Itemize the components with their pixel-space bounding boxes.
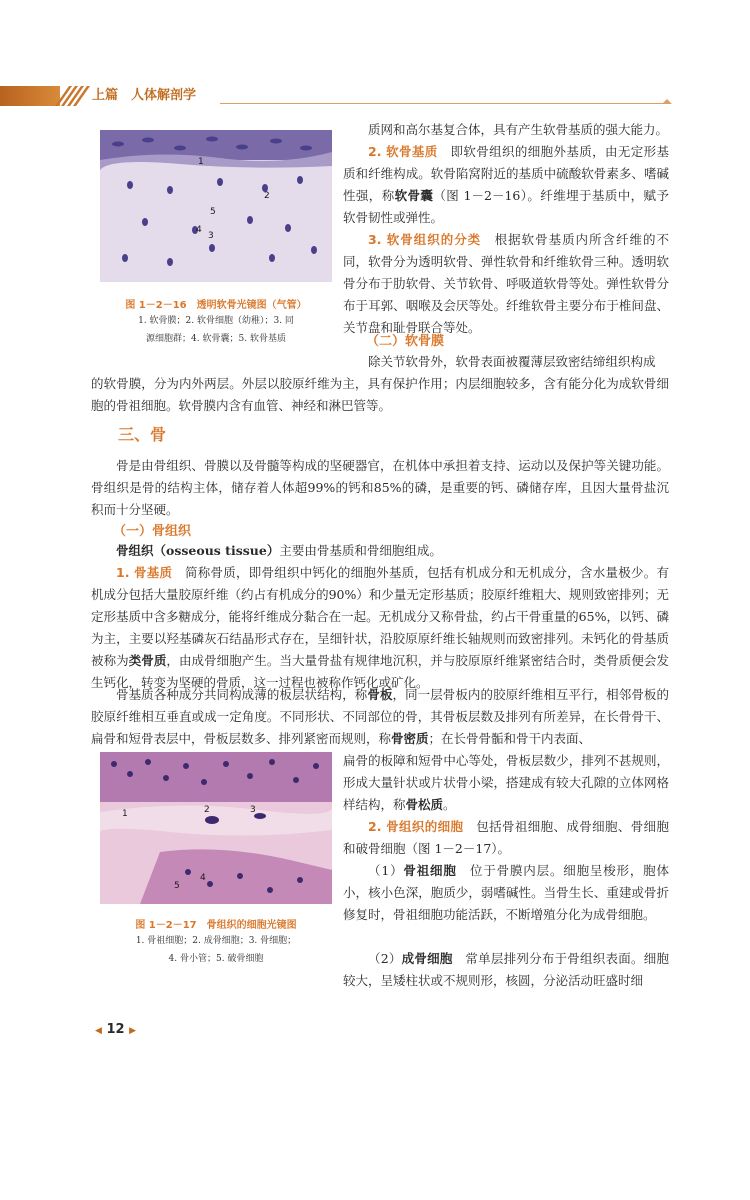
paragraph-spongy-bone xyxy=(343,750,669,816)
paragraph-er-golgi: 质网和高尔基复合体，具有产生软骨基质的强大能力。 xyxy=(368,122,669,137)
paragraph-bone-matrix xyxy=(91,562,669,694)
paragraph-bone-cells xyxy=(343,816,669,860)
paragraph-bone-intro: 骨是由骨组织、骨膜以及骨髓等构成的坚硬器官，在机体中承担着支持、运动以及保护等关键功能。骨组织是骨的结构主体，储存着人体超99%的钙和85%的磷，是重要的钙、磷储存库，且因大量骨盐沉积而十分坚硬。 xyxy=(91,458,669,517)
item-number-2: （2） xyxy=(368,951,402,966)
fig2-label-4: 4 xyxy=(200,873,206,883)
fig1-label-1: 1 xyxy=(198,157,204,167)
lamellae-text-e: 。 xyxy=(443,797,456,812)
osteoblast-text: 常单层排列分布于骨组织表面。细胞较大，呈矮柱状或不规则形，核圆，分泌活动旺盛时细 xyxy=(343,951,669,988)
term-cartilage-capsule: 软骨囊 xyxy=(394,188,434,203)
figure-bone-cells xyxy=(100,752,332,904)
osteoprogenitor-text: 位于骨膜内层。细胞呈梭形，胞体小，核小色深，胞质少，弱嗜碱性。当骨生长、重建或骨折修复时，骨祖细胞功能活跃，不断增殖分化为成骨细胞。 xyxy=(343,863,669,922)
term-compact-bone: 骨密质 xyxy=(391,731,429,746)
fig2-label-5: 5 xyxy=(174,881,180,891)
item-number-1: （1） xyxy=(368,863,404,878)
cartilage-micrograph xyxy=(100,130,332,282)
heading-osseous-tissue: （一）骨组织 xyxy=(113,524,192,539)
page-right-triangle-icon: ▶ xyxy=(129,1026,136,1036)
fig2-label-2: 2 xyxy=(204,805,210,815)
fig2-label-3: 3 xyxy=(250,805,256,815)
figure2-note-line2: 4. 骨小管；5. 破骨细胞 xyxy=(168,954,264,964)
matrix-text-b: （图 1－2－16）。纤维埋于基质中，赋予软骨韧性或弹性。 xyxy=(343,188,669,225)
header-color-bar xyxy=(0,86,60,106)
fig1-label-5: 5 xyxy=(210,207,216,217)
figure1-caption: 图 1－2－16 透明软骨光镜图（气管） xyxy=(125,300,307,311)
header-ornament xyxy=(662,99,672,104)
heading-bone: 三、骨 xyxy=(118,425,167,444)
term-osseous-tissue: 骨组织（osseous tissue） xyxy=(116,543,280,558)
header-stripes xyxy=(62,86,88,106)
lamellae-text-a: 骨基质各种成分共同构成薄的板层状结构，称 xyxy=(116,687,368,702)
header-chapter: 人体解剖学 xyxy=(131,88,197,103)
lamellae-text-d: 扁骨的板障和短骨中心等处，骨板层数少，排列不甚规则，形成大量针状或片状骨小梁，搭建成有较大孔隙的立体网格样结构，称 xyxy=(343,753,669,812)
heading-cartilage-classification: 3. 软骨组织的分类 xyxy=(368,232,482,247)
header-title xyxy=(92,86,196,106)
page-left-triangle-icon: ◀ xyxy=(95,1026,102,1036)
term-osteoblast: 成骨细胞 xyxy=(401,951,453,966)
figure2-caption: 图 1－2－17 骨组织的细胞光镜图 xyxy=(135,920,297,931)
running-header xyxy=(0,86,750,106)
bone-matrix-text-a: 简称骨质，即骨组织中钙化的细胞外基质，包括有机成分和无机成分，含水量极少。有机成分包括大量胶原纤维（约占有机成分的90%）和少量无定形基质；胶原纤维粗大、规则致密排列；无定形基质中含多糖成分，能将纤维成分黏合在一起。无机成分又称骨盐，约占干骨重量的65%，以钙、磷为主，主要以羟基磷灰石结晶形式存在，呈细针状，沿胶原原纤维长轴规则而致密排列。未钙化的骨基质被称为 xyxy=(91,565,669,668)
lamellae-text-b: ，同一层骨板内的胶原纤维相互平行，相邻骨板的胶原纤维相互垂直或成一定角度。不同形状、不同部位的骨，其骨板层数及排列有所差异，在长骨骨干、扁骨和短骨表层中，骨板层数多、排列紧密而规则，称 xyxy=(91,687,669,746)
lamellae-text-c: ；在长骨骨骺和骨干内表面、 xyxy=(428,731,592,746)
paragraph-osteoprogenitor xyxy=(343,860,669,926)
term-bone-lamella: 骨板 xyxy=(367,687,393,702)
figure2-note-line1: 1. 骨祖细胞；2. 成骨细胞；3. 骨细胞； xyxy=(135,936,297,946)
fig1-label-2: 2 xyxy=(264,191,270,201)
bone-matrix-text-b: ，由成骨细胞产生。当大量骨盐有规律地沉积，并与胶原原纤维紧密结合时，类骨质便会发生钙化，转变为坚硬的骨质，这一过程也被称作钙化或矿化。 xyxy=(91,653,669,690)
page-number xyxy=(95,1022,136,1037)
term-spongy-bone: 骨松质 xyxy=(405,797,444,812)
heading-perichondrium: （二）软骨膜 xyxy=(366,334,445,349)
figure1-note-line1: 1. 软骨膜；2. 软骨细胞（幼稚）；3. 同 xyxy=(138,316,294,326)
fig2-label-1: 1 xyxy=(122,809,128,819)
term-osteoprogenitor: 骨祖细胞 xyxy=(403,863,457,878)
fig1-label-4: 4 xyxy=(196,225,202,235)
bone-cells-text: 包括骨祖细胞、成骨细胞、骨细胞和破骨细胞（图 1－2－17）。 xyxy=(343,819,669,856)
paragraph-osseous-tissue xyxy=(91,540,669,562)
classification-text: 根据软骨基质内所含纤维的不同，软骨分为透明软骨、弹性软骨和纤维软骨三种。透明软骨分布于肋软骨、关节软骨、呼吸道软骨等处。弹性软骨分布于耳郭、咽喉及会厌等处。纤维软骨主要分布于椎间盘、关节盘和耻骨联合等处。 xyxy=(343,232,669,335)
osseous-text: 主要由骨基质和骨细胞组成。 xyxy=(279,543,442,558)
heading-cartilage-matrix: 2. 软骨基质 xyxy=(368,144,438,159)
paragraph-cartilage-matrix xyxy=(343,141,669,229)
figure-hyaline-cartilage xyxy=(100,130,332,282)
paragraph-cartilage-classification xyxy=(343,229,669,339)
term-osteoid: 类骨质 xyxy=(128,653,167,668)
heading-bone-matrix: 1. 骨基质 xyxy=(116,565,173,580)
paragraph-osteoblast xyxy=(343,948,669,992)
heading-bone-cells: 2. 骨组织的细胞 xyxy=(368,819,464,834)
paragraph-lamellae xyxy=(91,684,669,750)
figure1-note-line2: 源细胞群；4. 软骨囊；5. 软骨基质 xyxy=(146,334,286,344)
header-section: 上篇 xyxy=(92,88,119,103)
bone-cells-micrograph xyxy=(100,752,332,904)
page-number-value: 12 xyxy=(106,1022,125,1037)
fig1-label-3: 3 xyxy=(208,231,214,241)
paragraph-perichondrium-rest: 的软骨膜，分为内外两层。外层以胶原纤维为主，具有保护作用；内层细胞较多，含有能分化为成软骨细胞的骨祖细胞。软骨膜内含有血管、神经和淋巴管等。 xyxy=(91,376,669,413)
paragraph-perichondrium-line1: 除关节软骨外，软骨表面被覆薄层致密结缔组织构成 xyxy=(368,354,656,369)
matrix-text-a: 即软骨组织的细胞外基质，由无定形基质和纤维构成。软骨陷窝附近的基质中硫酸软骨素多、嗜碱性强，称 xyxy=(343,144,669,203)
header-rule xyxy=(220,103,665,104)
